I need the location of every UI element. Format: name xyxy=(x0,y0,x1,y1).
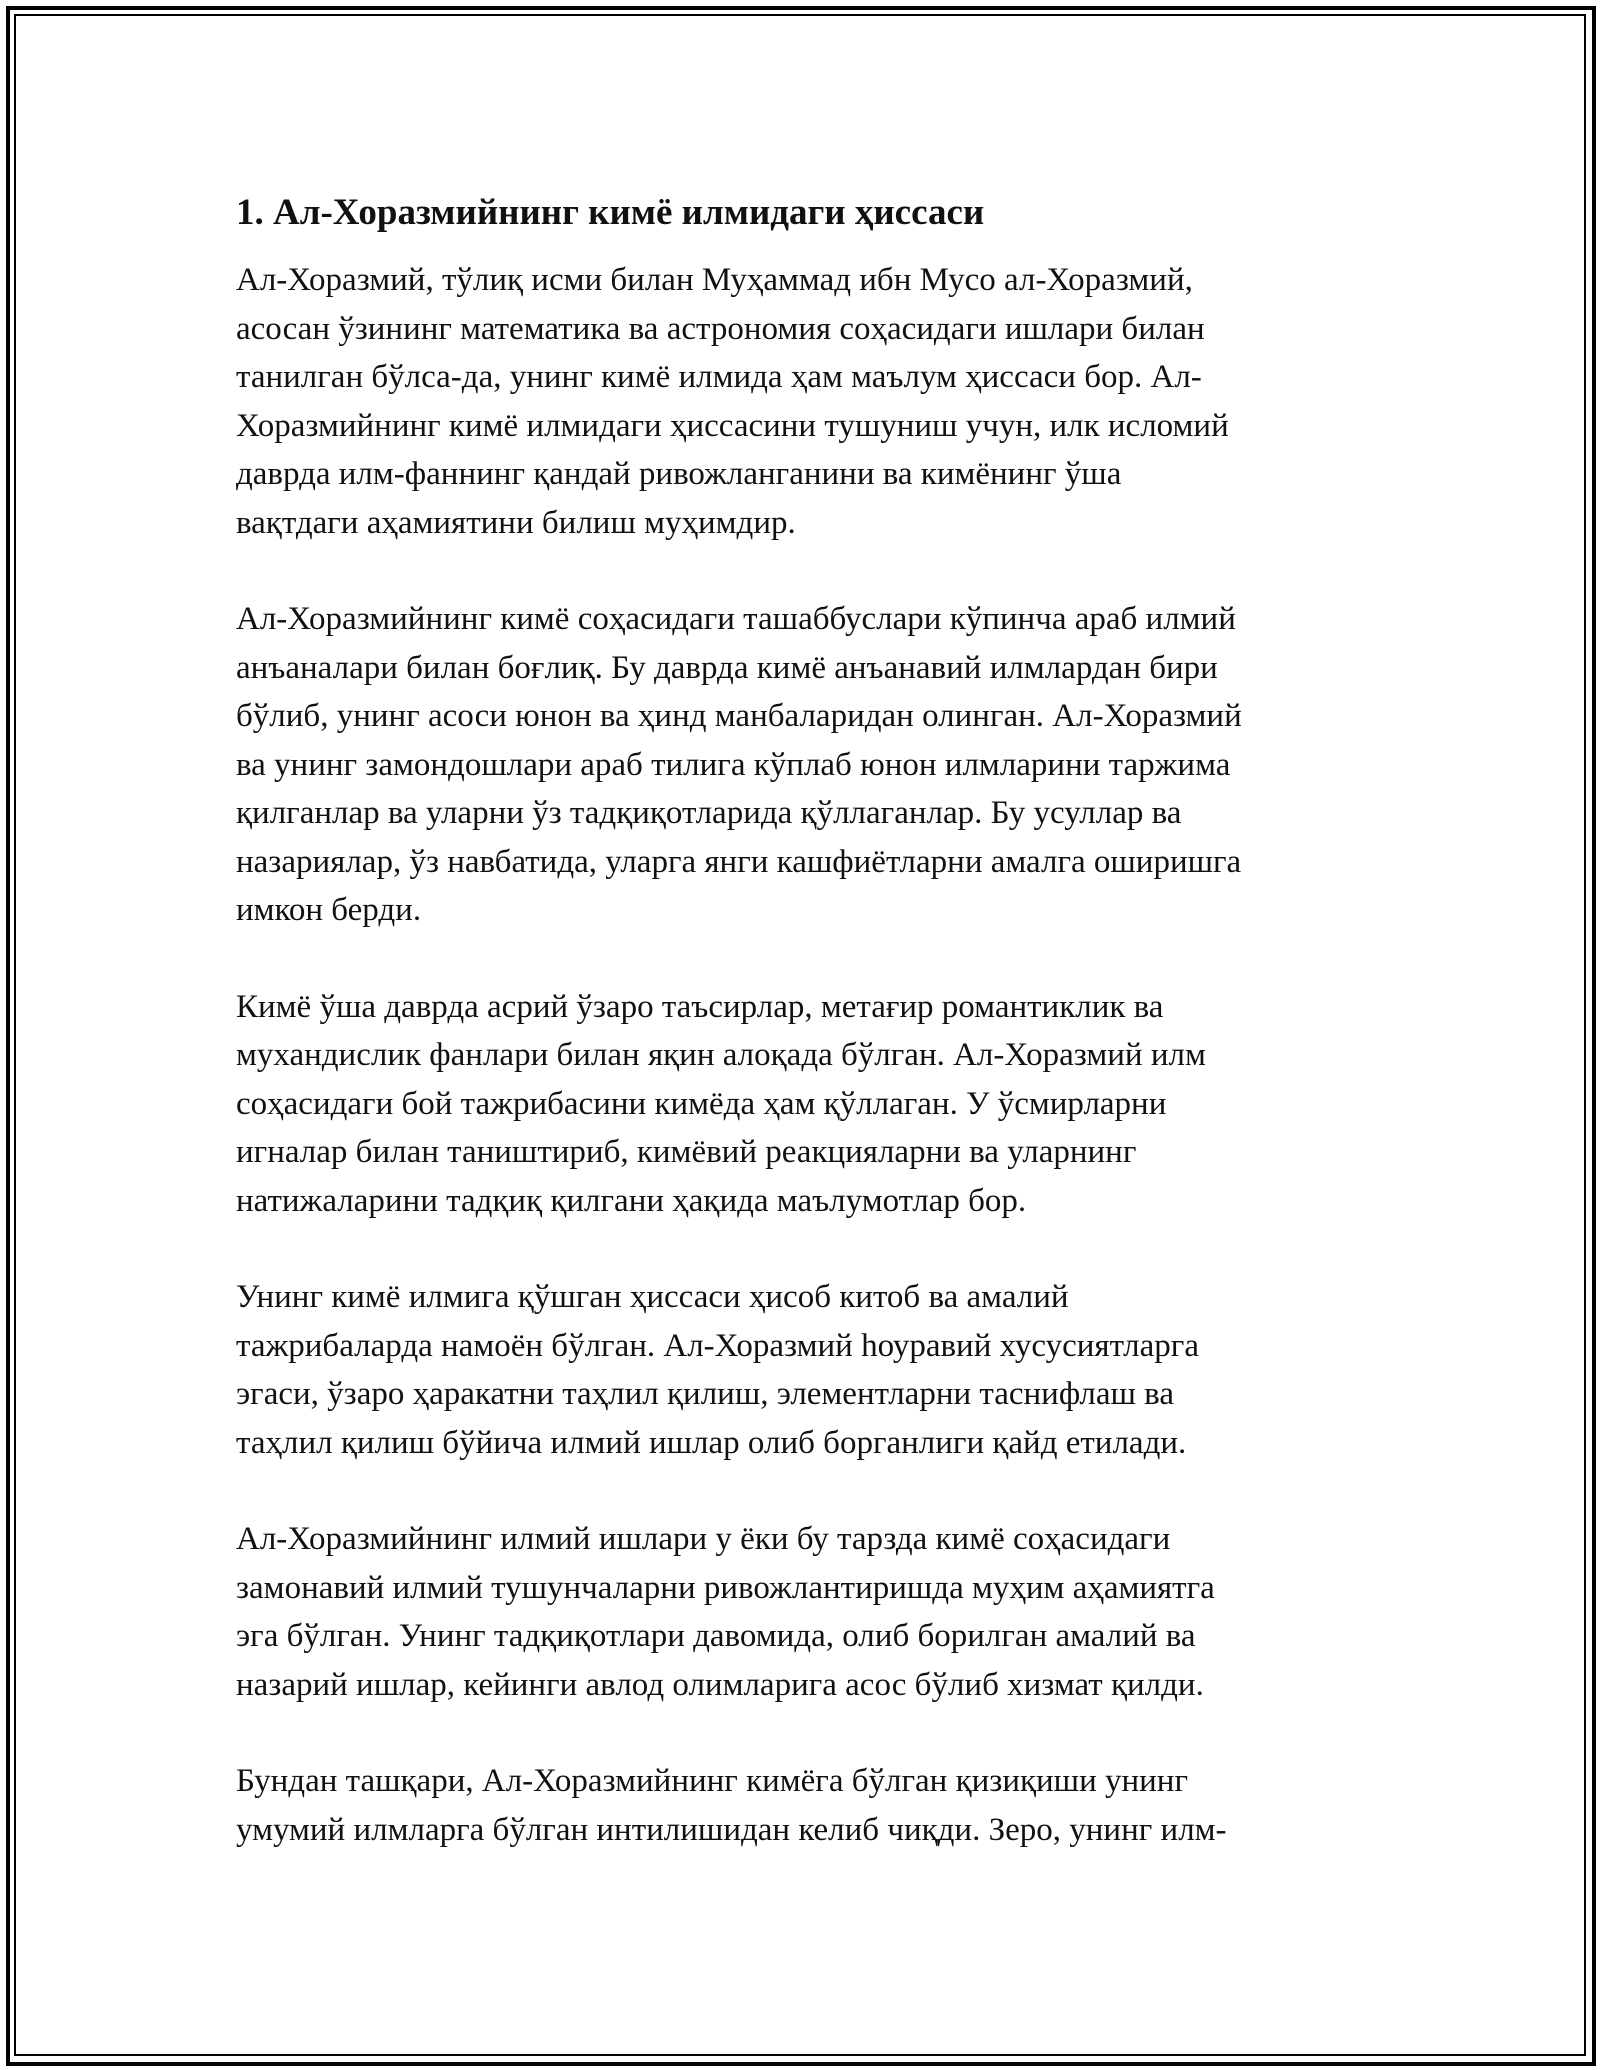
text-line: таҳлил қилиш бўйича илмий ишлар олиб борганлиги қайд етилади. xyxy=(236,1424,1187,1461)
paragraph xyxy=(236,1515,1356,1709)
text-line: қилганлар ва уларни ўз тадқиқотларида қўллаганлар. Бу усуллар ва xyxy=(236,795,1182,831)
text-line: даврда илм-фаннинг қандай ривожланганини ва кимёнинг ўша xyxy=(236,456,1122,492)
text-line: эга бўлган. Унинг тадқиқотлари давомида, олиб борилган амалий ва xyxy=(236,1618,1196,1654)
text-line: назарий ишлар, кейинги авлод олимларига асос бўлиб хизмат қилди. xyxy=(236,1666,1204,1703)
text-line: танилган бўлса-да, унинг кимё илмида ҳам маълум ҳиссаси бор. Ал- xyxy=(236,359,1202,395)
text-line: асосан ўзининг математика ва астрономия соҳасидаги ишлари билан xyxy=(236,310,1205,347)
text-line: замонавий илмий тушунчаларни ривожлантиришда муҳим аҳамиятга xyxy=(236,1569,1215,1606)
text-line: Ал-Хоразмийнинг кимё соҳасидаги ташаббуслари кўпинча араб илмий xyxy=(236,601,1236,637)
text-line: Бундан ташқари, Ал-Хоразмийнинг кимёга бўлган қизиқиши унинг xyxy=(236,1763,1189,1799)
text-line: мухандислик фанлари билан яқин алоқада бўлган. Ал-Хоразмий илм xyxy=(236,1037,1206,1073)
text-line: умумий илмларга бўлган интилишидан келиб чиқди. Зеро, унинг илм- xyxy=(236,1811,1227,1848)
text-line: назариялар, ўз навбатида, уларга янги кашфиётларни амалга оширишга xyxy=(236,843,1242,880)
paragraph xyxy=(236,1273,1356,1467)
text-line: Унинг кимё илмига қўшган ҳиссаси ҳисоб китоб ва амалий xyxy=(236,1279,1069,1315)
text-line: вақтдаги аҳамиятини билиш муҳимдир. xyxy=(236,504,796,541)
paragraph xyxy=(236,595,1356,935)
text-line: Кимё ўша даврда асрий ўзаро таъсирлар, метағир романтиклик ва xyxy=(236,988,1164,1025)
text-line: Хоразмийнинг кимё илмидаги ҳиссасини тушуниш учун, илк исломий xyxy=(236,407,1229,444)
paragraph xyxy=(236,256,1356,547)
text-line: натижаларини тадқиқ қилгани ҳақида маълумотлар бор. xyxy=(236,1182,1027,1219)
text-line: эгаси, ўзаро ҳаракатни таҳлил қилиш, элементларни таснифлаш ва xyxy=(236,1376,1174,1412)
text-line: ва унинг замондошлари араб тилига кўплаб юнон илмларини таржима xyxy=(236,746,1231,783)
text-line: тажрибаларда намоён бўлган. Ал-Хоразмий һоуравий хусусиятларга xyxy=(236,1327,1199,1364)
text-line: соҳасидаги бой тажрибасини кимёда ҳам қўллаган. У ўсмирларни xyxy=(236,1085,1167,1122)
text-line: имкон берди. xyxy=(236,892,422,928)
text-line: Ал-Хоразмий, тўлиқ исми билан Муҳаммад ибн Мусо ал-Хоразмий, xyxy=(236,262,1193,298)
text-line: бўлиб, унинг асоси юнон ва ҳинд манбаларидан олинган. Ал-Хоразмий xyxy=(236,698,1242,734)
text-line: игналар билан таништириб, кимёвий реакцияларни ва уларнинг xyxy=(236,1134,1137,1170)
section-heading: 1. Ал-Хоразмийнинг кимё илмидаги ҳиссаси xyxy=(236,192,985,233)
paragraph xyxy=(236,983,1356,1226)
text-line: Ал-Хоразмийнинг илмий ишлари у ёки бу тарзда кимё соҳасидаги xyxy=(236,1521,1171,1557)
document-body xyxy=(236,190,1356,1902)
paragraph xyxy=(236,1757,1356,1854)
text-line: анъаналари билан боғлиқ. Бу даврда кимё анъанавий илмлардан бири xyxy=(236,649,1218,686)
